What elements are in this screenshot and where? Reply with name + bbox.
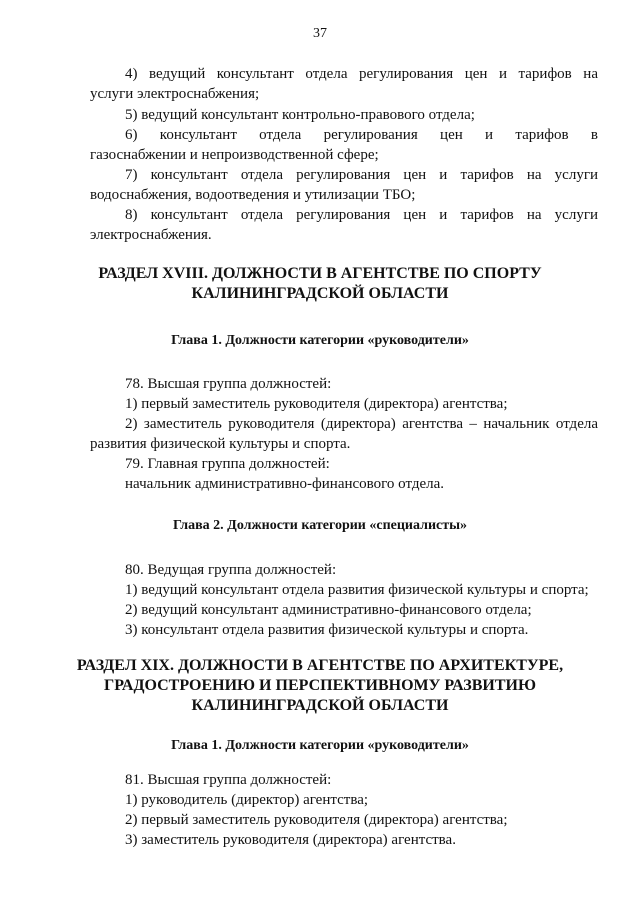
list-item: 81. Высшая группа должностей: <box>125 772 332 788</box>
list-item: 1) первый заместитель руководителя (директора) агентства; <box>125 396 508 412</box>
section-title: РАЗДЕЛ XVIII. ДОЛЖНОСТИ В АГЕНТСТВЕ ПО СПОРТУ <box>98 265 542 282</box>
list-item: 4) ведущий консультант отдела регулирования цен и тарифов на <box>125 66 598 82</box>
list-item-continuation: развития физической культуры и спорта. <box>90 436 351 452</box>
list-item: 1) руководитель (директор) агентства; <box>125 792 369 808</box>
section-title: ГРАДОСТРОЕНИЮ И ПЕРСПЕКТИВНОМУ РАЗВИТИЮ <box>104 677 536 694</box>
list-item: 3) заместитель руководителя (директора) агентства. <box>125 832 456 848</box>
section-title: КАЛИНИНГРАДСКОЙ ОБЛАСТИ <box>191 697 449 714</box>
list-item: 3) консультант отдела развития физической культуры и спорта. <box>125 622 529 638</box>
list-item-continuation: услуги электроснабжения; <box>90 86 260 102</box>
list-item: начальник административно-финансового отдела. <box>125 476 445 492</box>
list-item-continuation: электроснабжения. <box>90 227 212 243</box>
list-item: 1) ведущий консультант отдела развития физической культуры и спорта; <box>125 582 589 598</box>
list-item: 5) ведущий консультант контрольно-правового отдела; <box>125 107 475 123</box>
chapter-title: Глава 1. Должности категории «руководители» <box>171 333 469 348</box>
list-item: 78. Высшая группа должностей: <box>125 376 332 392</box>
list-item: 79. Главная группа должностей: <box>125 456 330 472</box>
list-item-continuation: водоснабжения, водоотведения и утилизации ТБО; <box>90 187 416 203</box>
list-item: 2) ведущий консультант административно-финансового отдела; <box>125 602 532 618</box>
list-item: 2) заместитель руководителя (директора) агентства – начальник отдела <box>125 416 598 432</box>
list-item: 80. Ведущая группа должностей: <box>125 562 337 578</box>
chapter-title: Глава 2. Должности категории «специалисты» <box>172 518 468 533</box>
page-number: 37 <box>313 26 327 41</box>
list-item: 2) первый заместитель руководителя (директора) агентства; <box>125 812 508 828</box>
list-item: 7) консультант отдела регулирования цен и тарифов на услуги <box>125 167 598 183</box>
list-item: 6) консультант отдела регулирования цен и тарифов в <box>125 127 598 143</box>
section-title: РАЗДЕЛ XIX. ДОЛЖНОСТИ В АГЕНТСТВЕ ПО АРХИТЕКТУРЕ, <box>76 657 564 674</box>
list-item: 8) консультант отдела регулирования цен и тарифов на услуги <box>125 207 598 223</box>
chapter-title: Глава 1. Должности категории «руководители» <box>171 738 469 753</box>
section-title: КАЛИНИНГРАДСКОЙ ОБЛАСТИ <box>191 285 449 302</box>
list-item-continuation: газоснабжении и непроизводственной сфере; <box>90 147 379 163</box>
